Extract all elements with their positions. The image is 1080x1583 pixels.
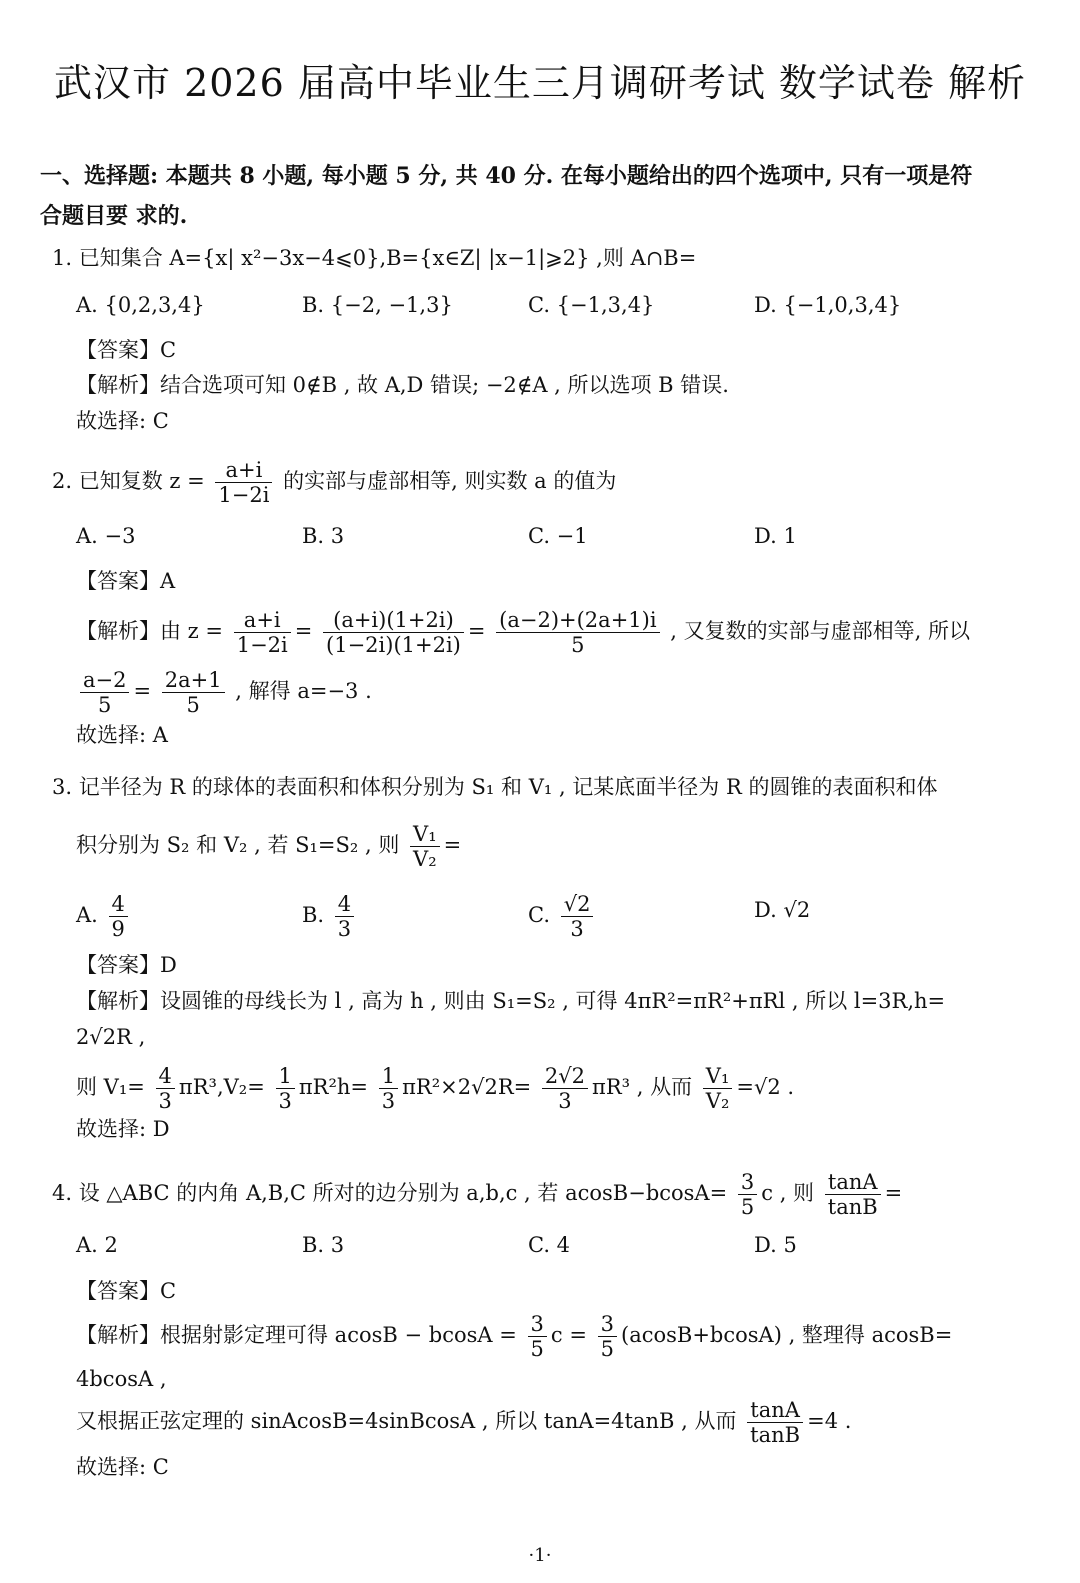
- text-segment: πR³ , 从而: [592, 1075, 693, 1099]
- option-label: D.: [754, 898, 777, 922]
- q3-analysis-line3: [76, 1064, 794, 1113]
- frac-numerator: 1: [276, 1064, 295, 1089]
- fraction: [109, 892, 128, 941]
- frac-numerator: 4: [109, 892, 128, 917]
- q2-option-b: B. 3: [302, 524, 345, 548]
- q4-option-a: A. 2: [76, 1233, 118, 1257]
- q3-analysis-line2: 2√2R ,: [76, 1025, 146, 1049]
- text-segment: 4. 设 △ABC 的内角 A,B,C 所对的边分别为 a,b,c , 若 acosB−bcosA=: [52, 1181, 728, 1205]
- fraction: [162, 668, 225, 717]
- frac-denominator: 5: [530, 1337, 544, 1361]
- fraction: [703, 1064, 733, 1113]
- fraction: [276, 1064, 295, 1113]
- fraction: [542, 1064, 588, 1113]
- q2-stem: [52, 458, 616, 507]
- q4-stem: [52, 1170, 902, 1219]
- q2-analysis-line2: $\frac{a-2}{5}$ = $\frac{2a+1}{5}$ , 解得 a=−3 .: [76, 668, 372, 717]
- fraction: [747, 1398, 803, 1447]
- page-title: 武汉市 2026 届高中毕业生三月调研考试 数学试卷 解析: [53, 61, 1027, 105]
- frac-numerator: 1: [379, 1064, 398, 1089]
- fraction: [598, 1312, 617, 1361]
- q2-option-a: A. −3: [76, 524, 136, 548]
- q3-option-c: [528, 892, 597, 941]
- section-heading-line2: 合题目要 求的.: [40, 203, 188, 229]
- fraction: [335, 892, 354, 941]
- text-segment: =4 .: [807, 1409, 852, 1433]
- q3-answer: 【答案】D: [76, 953, 177, 977]
- text-segment: (acosB+bcosA) , 整理得 acosB=: [621, 1323, 953, 1347]
- text-segment: 又根据正弦定理的 sinAcosB=4sinBcosA , 所以 tanA=4tanB , 从而: [76, 1409, 737, 1433]
- frac-denominator: 3: [558, 1089, 572, 1113]
- fraction: [496, 608, 659, 657]
- frac-denominator: 3: [278, 1089, 292, 1113]
- text-segment: 【解析】根据射影定理可得 acosB − bcosA =: [76, 1323, 517, 1347]
- q1-stem: 1. 已知集合 A={x| x²−3x−4⩽0},B={x∈Z| |x−1|⩾2} ,则 A∩B=: [52, 246, 697, 270]
- fraction: [561, 892, 594, 941]
- frac-denominator: V₂: [705, 1089, 730, 1113]
- frac-numerator: tanA: [825, 1170, 881, 1195]
- q2-stem-post: 的实部与虚部相等, 则实数 a 的值为: [283, 469, 617, 493]
- frac-numerator: a−2: [80, 668, 129, 693]
- option-label: B.: [302, 903, 325, 927]
- option-label: A.: [76, 903, 98, 927]
- q3-stem-line2: 积分别为 S₂ 和 V₂ , 若 S₁=S₂ , 则 $\frac{\text{V₁}}{\text{V₂}}$ =: [76, 822, 462, 871]
- fraction: [528, 1312, 547, 1361]
- fraction: [80, 668, 129, 717]
- q4-analysis-line2: 4bcosA ,: [76, 1367, 167, 1391]
- q2-stem-pre: 2. 已知复数 z =: [52, 469, 205, 493]
- frac-denominator: 5: [186, 693, 200, 717]
- option-label: C.: [528, 903, 550, 927]
- q2-l2-post: , 解得 a=−3 .: [235, 679, 372, 703]
- frac-numerator: 4: [335, 892, 354, 917]
- fraction: [323, 608, 464, 657]
- text-segment: πR²×2√2R=: [402, 1075, 532, 1099]
- q3-stem-line1: 3. 记半径为 R 的球体的表面积和体积分别为 S₁ 和 V₁ , 记某底面半径为 R 的圆锥的表面积和体: [52, 775, 938, 799]
- frac-numerator: √2: [561, 892, 594, 917]
- q4-conclusion: 故选择: C: [76, 1455, 169, 1479]
- q1-option-a: A. {0,2,3,4}: [76, 293, 205, 317]
- q1-analysis: 【解析】结合选项可知 0∉B , 故 A,D 错误; −2∉A , 所以选项 B 错误.: [76, 373, 729, 397]
- frac-denominator: tanB: [827, 1195, 878, 1219]
- text-segment: πR³,V₂=: [178, 1075, 265, 1099]
- frac-numerator: a+i: [215, 458, 272, 483]
- frac-denominator: (1−2i)(1+2i): [326, 633, 461, 657]
- frac-denominator: 3: [381, 1089, 396, 1113]
- q2-analysis-post: , 又复数的实部与虚部相等, 所以: [670, 619, 970, 643]
- frac-denominator: 5: [600, 1337, 614, 1361]
- text-segment: =: [884, 1181, 903, 1205]
- q1-answer: 【答案】C: [76, 338, 177, 362]
- frac-numerator: tanA: [747, 1398, 803, 1423]
- q4-option-b: B. 3: [302, 1233, 345, 1257]
- option-value: √2: [783, 898, 811, 922]
- fraction: [156, 1064, 175, 1113]
- q3-option-d: [754, 898, 810, 922]
- q2-answer: 【答案】A: [76, 569, 176, 593]
- frac-numerator: (a+i)(1+2i): [323, 608, 464, 633]
- frac-numerator: 3: [738, 1170, 757, 1195]
- q1-option-b: B. {−2, −1,3}: [302, 293, 453, 317]
- frac-denominator: tanB: [750, 1423, 801, 1447]
- frac-numerator: a+i: [234, 608, 291, 633]
- fraction: [379, 1064, 398, 1113]
- frac-numerator: V₁: [703, 1064, 733, 1089]
- fraction: [738, 1170, 757, 1219]
- frac-numerator: V₁: [410, 822, 440, 847]
- frac-denominator: 5: [98, 693, 112, 717]
- frac-denominator: 1−2i: [218, 483, 270, 507]
- frac-numerator: 2a+1: [162, 668, 225, 693]
- text-segment: πR²h=: [298, 1075, 369, 1099]
- q1-option-d: D. {−1,0,3,4}: [754, 293, 902, 317]
- page-number: ·1·: [528, 1545, 552, 1566]
- frac-denominator: 9: [111, 917, 125, 941]
- q1-option-c: C. {−1,3,4}: [528, 293, 655, 317]
- text-segment: 则 V₁=: [76, 1075, 145, 1099]
- frac-numerator: 3: [528, 1312, 547, 1337]
- q2-fraction: [215, 458, 272, 507]
- text-segment: c , 则: [761, 1181, 815, 1205]
- text-segment: =√2 .: [736, 1075, 795, 1099]
- text-segment: c =: [550, 1323, 587, 1347]
- section-heading-line1: 一、选择题: 本题共 8 小题, 每小题 5 分, 共 40 分. 在每小题给出的四个选项中, 只有一项是符: [40, 163, 973, 189]
- q2-analysis-pre: 【解析】由 z =: [76, 619, 224, 643]
- q2-conclusion: 故选择: A: [76, 723, 168, 747]
- frac-denominator: 1−2i: [236, 633, 288, 657]
- q4-answer: 【答案】C: [76, 1279, 177, 1303]
- frac-denominator: 5: [740, 1195, 755, 1219]
- frac-denominator: V₂: [413, 847, 437, 871]
- q2-option-c: C. −1: [528, 524, 588, 548]
- frac-numerator: 3: [598, 1312, 617, 1337]
- fraction: [234, 608, 291, 657]
- q3-stem-line2-pre: 积分别为 S₂ 和 V₂ , 若 S₁=S₂ , 则: [76, 833, 400, 857]
- frac-denominator: 3: [570, 917, 584, 941]
- q3-option-b: [302, 892, 358, 941]
- q2-option-d: D. 1: [754, 524, 797, 548]
- fraction: [410, 822, 440, 871]
- q1-conclusion: 故选择: C: [76, 409, 169, 433]
- q3-option-a: [76, 892, 132, 941]
- q4-option-d: D. 5: [754, 1233, 797, 1257]
- frac-denominator: 3: [158, 1089, 172, 1113]
- q4-option-c: C. 4: [528, 1233, 571, 1257]
- q2-analysis-line1: 【解析】由 z = $\frac{a+i}{1-2i}$ = $\frac{(a+i)(1+2i)}{(1-2i)(1+2i)}$ = $\frac{(a-2)+(2a+1)i}{5}$ , 又复数的实部与虚部相等, 所以: [76, 608, 970, 657]
- frac-numerator: 4: [156, 1064, 175, 1089]
- q3-conclusion: 故选择: D: [76, 1117, 170, 1141]
- q4-analysis-line1: [76, 1312, 952, 1361]
- frac-numerator: (a−2)+(2a+1)i: [496, 608, 659, 633]
- frac-numerator: 2√2: [542, 1064, 588, 1089]
- q3-analysis-line1: 【解析】设圆锥的母线长为 l , 高为 h , 则由 S₁=S₂ , 可得 4πR²=πR²+πRl , 所以 l=3R,h=: [76, 989, 946, 1013]
- frac-denominator: 3: [337, 917, 352, 941]
- q4-analysis-line3: [76, 1398, 851, 1447]
- frac-denominator: 5: [571, 633, 585, 657]
- fraction: [825, 1170, 881, 1219]
